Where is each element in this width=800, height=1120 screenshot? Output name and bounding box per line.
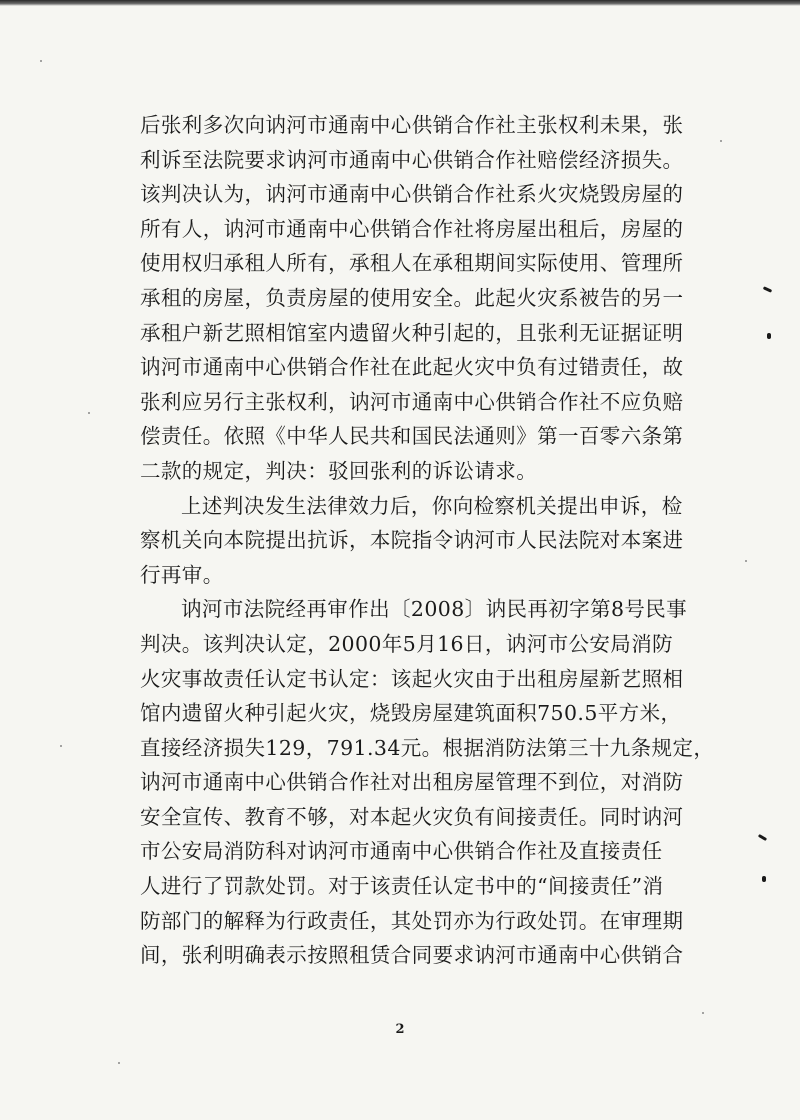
text-line: 讷河市通南中心供销合作社在此起火灾中负有过错责任，故 xyxy=(140,355,684,380)
text-line: 利诉至法院要求讷河市通南中心供销合作社赔偿经济损失。 xyxy=(140,147,684,172)
text-line: 判决。该判决认定，2000年5月16日，讷河市公安局消防 xyxy=(140,631,673,656)
text-line: 使用权归承租人所有，承租人在承租期间实际使用、管理所 xyxy=(140,251,684,276)
scan-speck xyxy=(118,1062,120,1064)
text-line: 馆内遗留火种引起火灾，烧毁房屋建筑面积750.5平方米， xyxy=(140,701,682,726)
scan-mark xyxy=(762,876,766,882)
scan-speck xyxy=(88,412,90,414)
text-line: 察机关向本院提出抗诉，本院指令讷河市人民法院对本案进 xyxy=(140,528,684,553)
text-line: 二款的规定，判决：驳回张利的诉讼请求。 xyxy=(140,458,538,483)
text-line: 讷河市通南中心供销合作社对出租房屋管理不到位，对消防 xyxy=(140,770,684,795)
paragraph-start-line: 讷河市法院经再审作出〔2008〕讷民再初字第8号民事 xyxy=(181,597,688,622)
text-line: 人进行了罚款处罚。对于该责任认定书中的“间接责任”消 xyxy=(140,874,664,899)
text-line: 行再审。 xyxy=(140,562,224,587)
text-line: 市公安局消防科对讷河市通南中心供销合作社及直接责任 xyxy=(140,839,663,864)
scan-top-edge xyxy=(0,0,800,6)
text-line: 承租户新艺照相馆室内遗留火种引起的，且张利无证据证明 xyxy=(140,320,684,345)
scan-speck xyxy=(745,560,747,562)
text-line: 直接经济损失129，791.34元。根据消防法第三十九条规定， xyxy=(140,735,715,760)
text-line: 间，张利明确表示按照租赁合同要求讷河市通南中心供销合 xyxy=(140,943,684,968)
scan-speck xyxy=(40,60,42,62)
text-line: 安全宣传、教育不够，对本起火灾负有间接责任。同时讷河 xyxy=(140,804,684,829)
scan-mark xyxy=(767,333,771,339)
text-line: 张利应另行主张权利，讷河市通南中心供销合作社不应负赔 xyxy=(140,389,684,414)
scan-speck xyxy=(702,1012,704,1014)
text-line: 防部门的解释为行政责任，其处罚亦为行政处罚。在审理期 xyxy=(140,908,684,933)
scan-mark xyxy=(763,286,772,293)
paragraph-start-line: 上述判决发生法律效力后，你向检察机关提出申诉，检 xyxy=(181,493,683,518)
text-line: 所有人，讷河市通南中心供销合作社将房屋出租后，房屋的 xyxy=(140,216,684,241)
text-line: 承租的房屋，负责房屋的使用安全。此起火灾系被告的另一 xyxy=(140,285,684,310)
scan-speck xyxy=(60,745,62,747)
text-line: 后张利多次向讷河市通南中心供销合作社主张权利未果，张 xyxy=(140,113,684,137)
text-line: 偿责任。依照《中华人民共和国民法通则》第一百零六条第 xyxy=(140,424,684,449)
page-number: 2 xyxy=(395,1022,405,1037)
document-body xyxy=(140,108,715,973)
scan-mark xyxy=(758,834,767,841)
text-line: 火灾事故责任认定书认定：该起火灾由于出租房屋新艺照相 xyxy=(140,666,684,691)
text-line: 该判决认为，讷河市通南中心供销合作社系火灾烧毁房屋的 xyxy=(140,182,684,207)
scan-speck xyxy=(720,140,722,142)
